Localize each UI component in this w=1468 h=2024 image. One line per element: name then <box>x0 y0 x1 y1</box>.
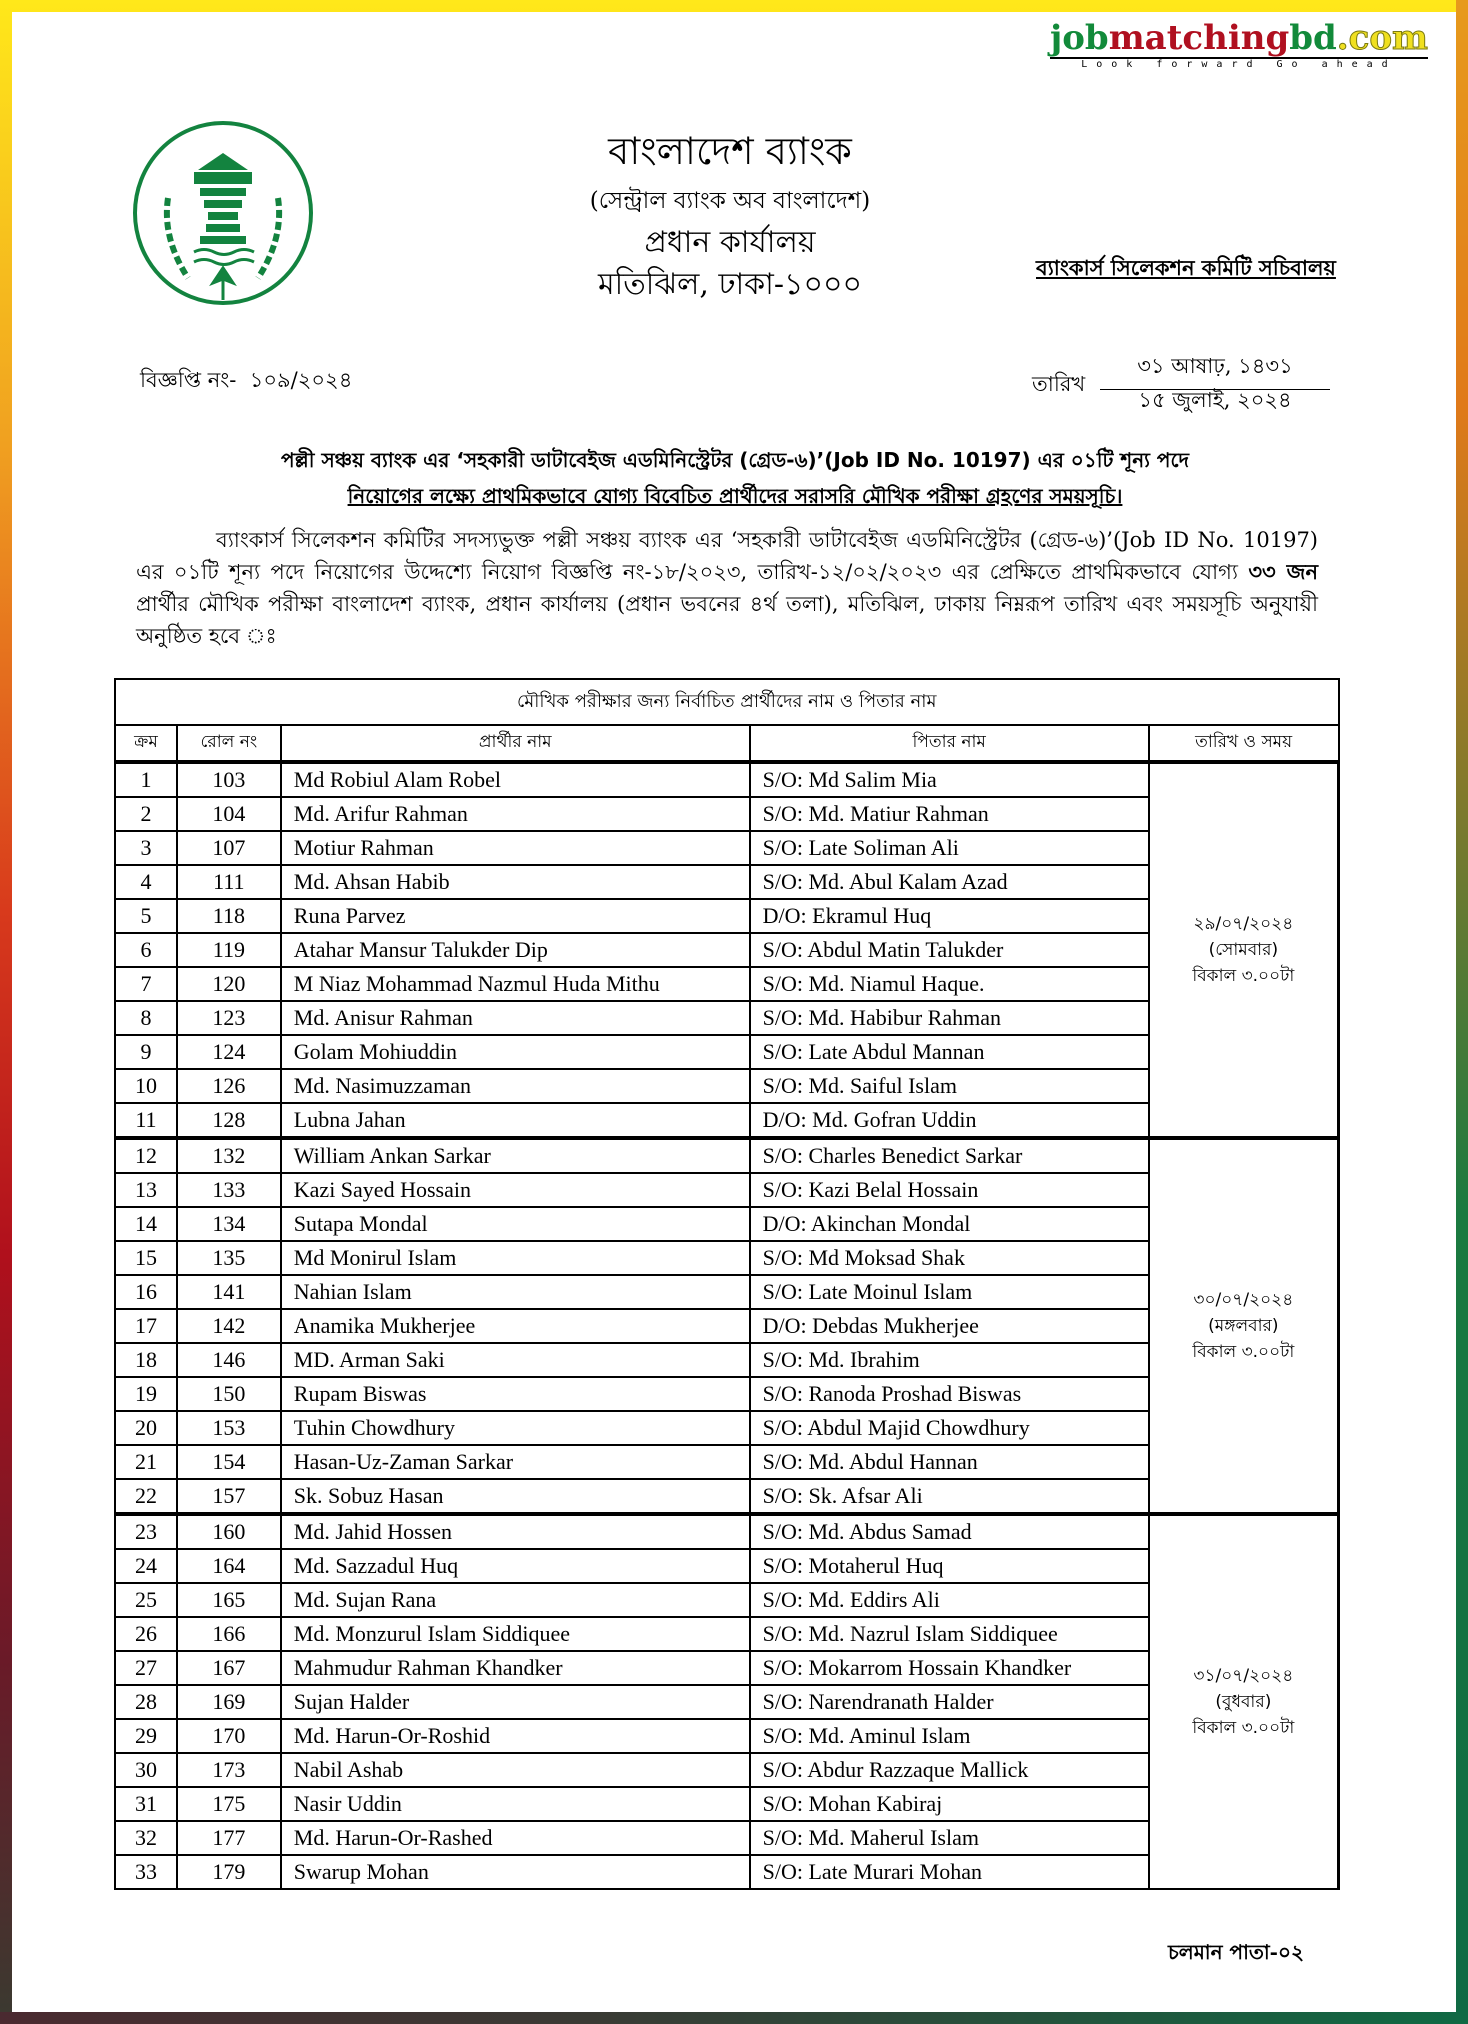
roll-cell: 103 <box>177 762 281 797</box>
roll-cell: 153 <box>177 1411 281 1445</box>
roll-cell: 165 <box>177 1583 281 1617</box>
roll-cell: 166 <box>177 1617 281 1651</box>
paragraph-text: প্রার্থীর মৌখিক পরীক্ষা বাংলাদেশ ব্যাংক, প্রধান কার্যালয় (প্রধান ভবনের ৪র্থ তলা), মতিঝিল, ঢাকায় নিম্নরূপ তারিখ এবং সময়সূচি অনুযায়ী অনুষ্ঠিত হবে ঃ <box>136 592 1318 648</box>
candidate-name-cell: Mahmudur Rahman Khandker <box>281 1651 750 1685</box>
candidate-name-cell: Nahian Islam <box>281 1275 750 1309</box>
schedule-slot-cell <box>1149 1138 1339 1514</box>
father-name-cell: S/O: Md. Matiur Rahman <box>750 797 1149 831</box>
memo-number <box>140 364 352 399</box>
father-name-cell: S/O: Md. Eddirs Ali <box>750 1583 1149 1617</box>
father-name-cell: S/O: Md Salim Mia <box>750 762 1149 797</box>
org-name: বাংলাদেশ ব্যাংক <box>608 129 852 173</box>
header-date-time: তারিখ ও সময় <box>1149 725 1339 762</box>
table-caption: মৌখিক পরীক্ষার জন্য নির্বাচিত প্রার্থীদের নাম ও পিতার নাম <box>115 679 1339 725</box>
roll-cell: 124 <box>177 1035 281 1069</box>
serial-cell: 9 <box>115 1035 177 1069</box>
father-name-cell: S/O: Md. Habibur Rahman <box>750 1001 1149 1035</box>
father-name-cell: S/O: Md. Nazrul Islam Siddiquee <box>750 1617 1149 1651</box>
roll-cell: 123 <box>177 1001 281 1035</box>
serial-cell: 33 <box>115 1855 177 1889</box>
father-name-cell: D/O: Akinchan Mondal <box>750 1207 1149 1241</box>
roll-cell: 119 <box>177 933 281 967</box>
roll-cell: 167 <box>177 1651 281 1685</box>
watermark-logo <box>1050 20 1428 71</box>
roll-cell: 135 <box>177 1241 281 1275</box>
paragraph-text: ব্যাংকার্স সিলেকশন কমিটির সদস্যভুক্ত পল্লী সঞ্চয় ব্যাংক এর ‘সহকারী ডাটাবেইজ এডমিনিস্ট্রেটর (গ্রেড-৬)’(Job ID No. 10197) এর ০১টি শূন্য পদে নিয়োগের উদ্দেশ্যে নিয়োগ বিজ্ঞপ্তি নং-১৮/২০২৩, তারিখ-১২/০২/২০২৩ এর প্রেক্ষিতে প্রাথমিকভাবে যোগ্য <box>136 528 1318 584</box>
roll-cell: 128 <box>177 1103 281 1138</box>
serial-cell: 15 <box>115 1241 177 1275</box>
father-name-cell: S/O: Md. Ibrahim <box>750 1343 1149 1377</box>
roll-cell: 133 <box>177 1173 281 1207</box>
memo-label: বিজ্ঞপ্তি নং- <box>140 368 237 392</box>
father-name-cell: S/O: Md Moksad Shak <box>750 1241 1149 1275</box>
father-name-cell: S/O: Abdul Majid Chowdhury <box>750 1411 1149 1445</box>
candidate-name-cell: M Niaz Mohammad Nazmul Huda Mithu <box>281 967 750 1001</box>
serial-cell: 16 <box>115 1275 177 1309</box>
father-name-cell: D/O: Md. Gofran Uddin <box>750 1103 1149 1138</box>
header-roll: রোল নং <box>177 725 281 762</box>
roll-cell: 177 <box>177 1821 281 1855</box>
father-name-cell: S/O: Mokarrom Hossain Khandker <box>750 1651 1149 1685</box>
candidate-name-cell: Golam Mohiuddin <box>281 1035 750 1069</box>
header-father-name: পিতার নাম <box>750 725 1149 762</box>
serial-cell: 32 <box>115 1821 177 1855</box>
org-subtitle: (সেন্ট্রাল ব্যাংক অব বাংলাদেশ) <box>589 188 871 214</box>
candidate-name-cell: Nasir Uddin <box>281 1787 750 1821</box>
schedule-time: বিকাল ৩.০০টা <box>1192 966 1295 986</box>
father-name-cell: D/O: Ekramul Huq <box>750 899 1149 933</box>
roll-cell: 169 <box>177 1685 281 1719</box>
candidate-name-cell: Md Monirul Islam <box>281 1241 750 1275</box>
roll-cell: 175 <box>177 1787 281 1821</box>
candidate-name-cell: Md. Sazzadul Huq <box>281 1549 750 1583</box>
notice-paragraph <box>136 524 1318 652</box>
watermark-tagline: Look forward Go ahead <box>1050 57 1428 71</box>
watermark-brand <box>1050 20 1428 56</box>
brand-part: job <box>1049 18 1109 58</box>
schedule-day: (মঙ্গলবার) <box>1208 1316 1279 1336</box>
candidate-name-cell: Md Robiul Alam Robel <box>281 762 750 797</box>
serial-cell: 29 <box>115 1719 177 1753</box>
table-row <box>115 1138 1339 1173</box>
candidate-name-cell: Anamika Mukherjee <box>281 1309 750 1343</box>
serial-cell: 10 <box>115 1069 177 1103</box>
serial-cell: 7 <box>115 967 177 1001</box>
candidate-name-cell: Md. Sujan Rana <box>281 1583 750 1617</box>
candidate-name-cell: Sk. Sobuz Hasan <box>281 1479 750 1514</box>
serial-cell: 22 <box>115 1479 177 1514</box>
candidate-name-cell: Kazi Sayed Hossain <box>281 1173 750 1207</box>
father-name-cell: D/O: Debdas Mukherjee <box>750 1309 1149 1343</box>
father-name-cell: S/O: Ranoda Proshad Biswas <box>750 1377 1149 1411</box>
father-name-cell: S/O: Md. Abdul Hannan <box>750 1445 1149 1479</box>
roll-cell: 157 <box>177 1479 281 1514</box>
serial-cell: 11 <box>115 1103 177 1138</box>
candidate-name-cell: Md. Arifur Rahman <box>281 797 750 831</box>
father-name-cell: S/O: Kazi Belal Hossain <box>750 1173 1149 1207</box>
header-candidate-name: প্রার্থীর নাম <box>281 725 750 762</box>
header-serial: ক্রম <box>115 725 177 762</box>
candidate-count: ৩৩ জন <box>1248 559 1318 584</box>
table-row <box>115 762 1339 797</box>
roll-cell: 150 <box>177 1377 281 1411</box>
roll-cell: 132 <box>177 1138 281 1173</box>
candidate-table <box>114 678 1340 1890</box>
right-frame-border <box>1456 0 1468 2024</box>
father-name-cell: S/O: Mohan Kabiraj <box>750 1787 1149 1821</box>
father-name-cell: S/O: Md. Saiful Islam <box>750 1069 1149 1103</box>
roll-cell: 160 <box>177 1514 281 1549</box>
notice-title-line2 <box>200 482 1270 515</box>
serial-cell: 19 <box>115 1377 177 1411</box>
schedule-time: বিকাল ৩.০০টা <box>1192 1718 1295 1738</box>
office-name: প্রধান কার্যালয় <box>644 225 816 260</box>
serial-cell: 1 <box>115 762 177 797</box>
roll-cell: 179 <box>177 1855 281 1889</box>
roll-cell: 107 <box>177 831 281 865</box>
candidate-name-cell: MD. Arman Saki <box>281 1343 750 1377</box>
schedule-day: (সোমবার) <box>1208 940 1279 960</box>
brand-part: matching <box>1108 18 1290 58</box>
serial-cell: 27 <box>115 1651 177 1685</box>
brand-part: .com <box>1336 18 1428 58</box>
table-row <box>115 1514 1339 1549</box>
father-name-cell: S/O: Md. Aminul Islam <box>750 1719 1149 1753</box>
serial-cell: 23 <box>115 1514 177 1549</box>
father-name-cell: S/O: Late Moinul Islam <box>750 1275 1149 1309</box>
father-name-cell: S/O: Sk. Afsar Ali <box>750 1479 1149 1514</box>
father-name-cell: S/O: Abdul Matin Talukder <box>750 933 1149 967</box>
candidate-name-cell: Rupam Biswas <box>281 1377 750 1411</box>
continued-page-note: চলমান পাতা-০২ <box>1168 1940 1304 1964</box>
schedule-date: ২৯/০৭/২০২৪ <box>1193 914 1294 934</box>
schedule-day: (বুধবার) <box>1215 1692 1272 1712</box>
candidate-name-cell: Md. Ahsan Habib <box>281 865 750 899</box>
secretariat-label: ব্যাংকার্স সিলেকশন কমিটি সচিবালয় <box>1036 255 1336 280</box>
table-body <box>115 762 1339 1889</box>
serial-cell: 6 <box>115 933 177 967</box>
candidate-name-cell: Md. Jahid Hossen <box>281 1514 750 1549</box>
serial-cell: 31 <box>115 1787 177 1821</box>
serial-cell: 2 <box>115 797 177 831</box>
serial-cell: 17 <box>115 1309 177 1343</box>
serial-cell: 18 <box>115 1343 177 1377</box>
schedule-date: ৩০/০৭/২০২৪ <box>1193 1290 1294 1310</box>
notice-title-line1: পল্লী সঞ্চয় ব্যাংক এর ‘সহকারী ডাটাবেইজ এডমিনিস্ট্রেটর (গ্রেড-৬)’(Job ID No. 10197) এর ০১টি শূন্য পদে <box>280 448 1190 472</box>
candidate-name-cell: Nabil Ashab <box>281 1753 750 1787</box>
notice-title-line2-text: নিয়োগের লক্ষ্যে প্রাথমিকভাবে যোগ্য বিবেচিত প্রার্থীদের সরাসরি মৌখিক পরীক্ষা গ্রহণের সময়সূচি। <box>347 484 1123 508</box>
roll-cell: 134 <box>177 1207 281 1241</box>
schedule-slot-cell <box>1149 1514 1339 1889</box>
serial-cell: 8 <box>115 1001 177 1035</box>
date-bangla: ৩১ আষাঢ়, ১৪৩১ <box>1100 350 1330 390</box>
candidate-name-cell: William Ankan Sarkar <box>281 1138 750 1173</box>
schedule-time: বিকাল ৩.০০টা <box>1192 1342 1295 1362</box>
roll-cell: 126 <box>177 1069 281 1103</box>
serial-cell: 13 <box>115 1173 177 1207</box>
schedule-date: ৩১/০৭/২০২৪ <box>1193 1666 1294 1686</box>
bangladesh-bank-seal-icon <box>128 118 318 308</box>
candidate-name-cell: Md. Nasimuzzaman <box>281 1069 750 1103</box>
father-name-cell: S/O: Md. Maherul Islam <box>750 1821 1149 1855</box>
serial-cell: 21 <box>115 1445 177 1479</box>
brand-part: bd <box>1289 18 1337 58</box>
candidate-name-cell: Runa Parvez <box>281 899 750 933</box>
candidate-name-cell: Md. Monzurul Islam Siddiquee <box>281 1617 750 1651</box>
father-name-cell: S/O: Late Murari Mohan <box>750 1855 1149 1889</box>
roll-cell: 164 <box>177 1549 281 1583</box>
candidate-name-cell: Md. Anisur Rahman <box>281 1001 750 1035</box>
serial-cell: 25 <box>115 1583 177 1617</box>
serial-cell: 20 <box>115 1411 177 1445</box>
father-name-cell: S/O: Md. Abul Kalam Azad <box>750 865 1149 899</box>
serial-cell: 30 <box>115 1753 177 1787</box>
candidate-name-cell: Lubna Jahan <box>281 1103 750 1138</box>
father-name-cell: S/O: Md. Niamul Haque. <box>750 967 1149 1001</box>
father-name-cell: S/O: Late Abdul Mannan <box>750 1035 1149 1069</box>
candidate-name-cell: Tuhin Chowdhury <box>281 1411 750 1445</box>
roll-cell: 120 <box>177 967 281 1001</box>
serial-cell: 26 <box>115 1617 177 1651</box>
serial-cell: 24 <box>115 1549 177 1583</box>
serial-cell: 4 <box>115 865 177 899</box>
roll-cell: 141 <box>177 1275 281 1309</box>
serial-cell: 12 <box>115 1138 177 1173</box>
candidate-name-cell: Swarup Mohan <box>281 1855 750 1889</box>
father-name-cell: S/O: Motaherul Huq <box>750 1549 1149 1583</box>
roll-cell: 104 <box>177 797 281 831</box>
bottom-frame-border <box>0 2012 1468 2024</box>
serial-cell: 5 <box>115 899 177 933</box>
roll-cell: 170 <box>177 1719 281 1753</box>
candidate-name-cell: Md. Harun-Or-Roshid <box>281 1719 750 1753</box>
father-name-cell: S/O: Abdur Razzaque Mallick <box>750 1753 1149 1787</box>
candidate-name-cell: Sujan Halder <box>281 1685 750 1719</box>
roll-cell: 173 <box>177 1753 281 1787</box>
memo-value: ১০৯/২০২৪ <box>249 368 353 392</box>
roll-cell: 146 <box>177 1343 281 1377</box>
serial-cell: 14 <box>115 1207 177 1241</box>
roll-cell: 154 <box>177 1445 281 1479</box>
date-gregorian: ১৫ জুলাই, ২০২৪ <box>1138 388 1292 412</box>
father-name-cell: S/O: Md. Abdus Samad <box>750 1514 1149 1549</box>
serial-cell: 3 <box>115 831 177 865</box>
father-name-cell: S/O: Late Soliman Ali <box>750 831 1149 865</box>
candidate-name-cell: Atahar Mansur Talukder Dip <box>281 933 750 967</box>
date-label: তারিখ <box>1032 372 1086 396</box>
serial-cell: 28 <box>115 1685 177 1719</box>
father-name-cell: S/O: Narendranath Halder <box>750 1685 1149 1719</box>
father-name-cell: S/O: Charles Benedict Sarkar <box>750 1138 1149 1173</box>
schedule-slot-cell <box>1149 762 1339 1138</box>
office-address: মতিঝিল, ঢাকা-১০০০ <box>598 267 862 302</box>
candidate-name-cell: Motiur Rahman <box>281 831 750 865</box>
roll-cell: 142 <box>177 1309 281 1343</box>
roll-cell: 111 <box>177 865 281 899</box>
candidate-name-cell: Sutapa Mondal <box>281 1207 750 1241</box>
candidate-name-cell: Md. Harun-Or-Rashed <box>281 1821 750 1855</box>
candidate-name-cell: Hasan-Uz-Zaman Sarkar <box>281 1445 750 1479</box>
roll-cell: 118 <box>177 899 281 933</box>
